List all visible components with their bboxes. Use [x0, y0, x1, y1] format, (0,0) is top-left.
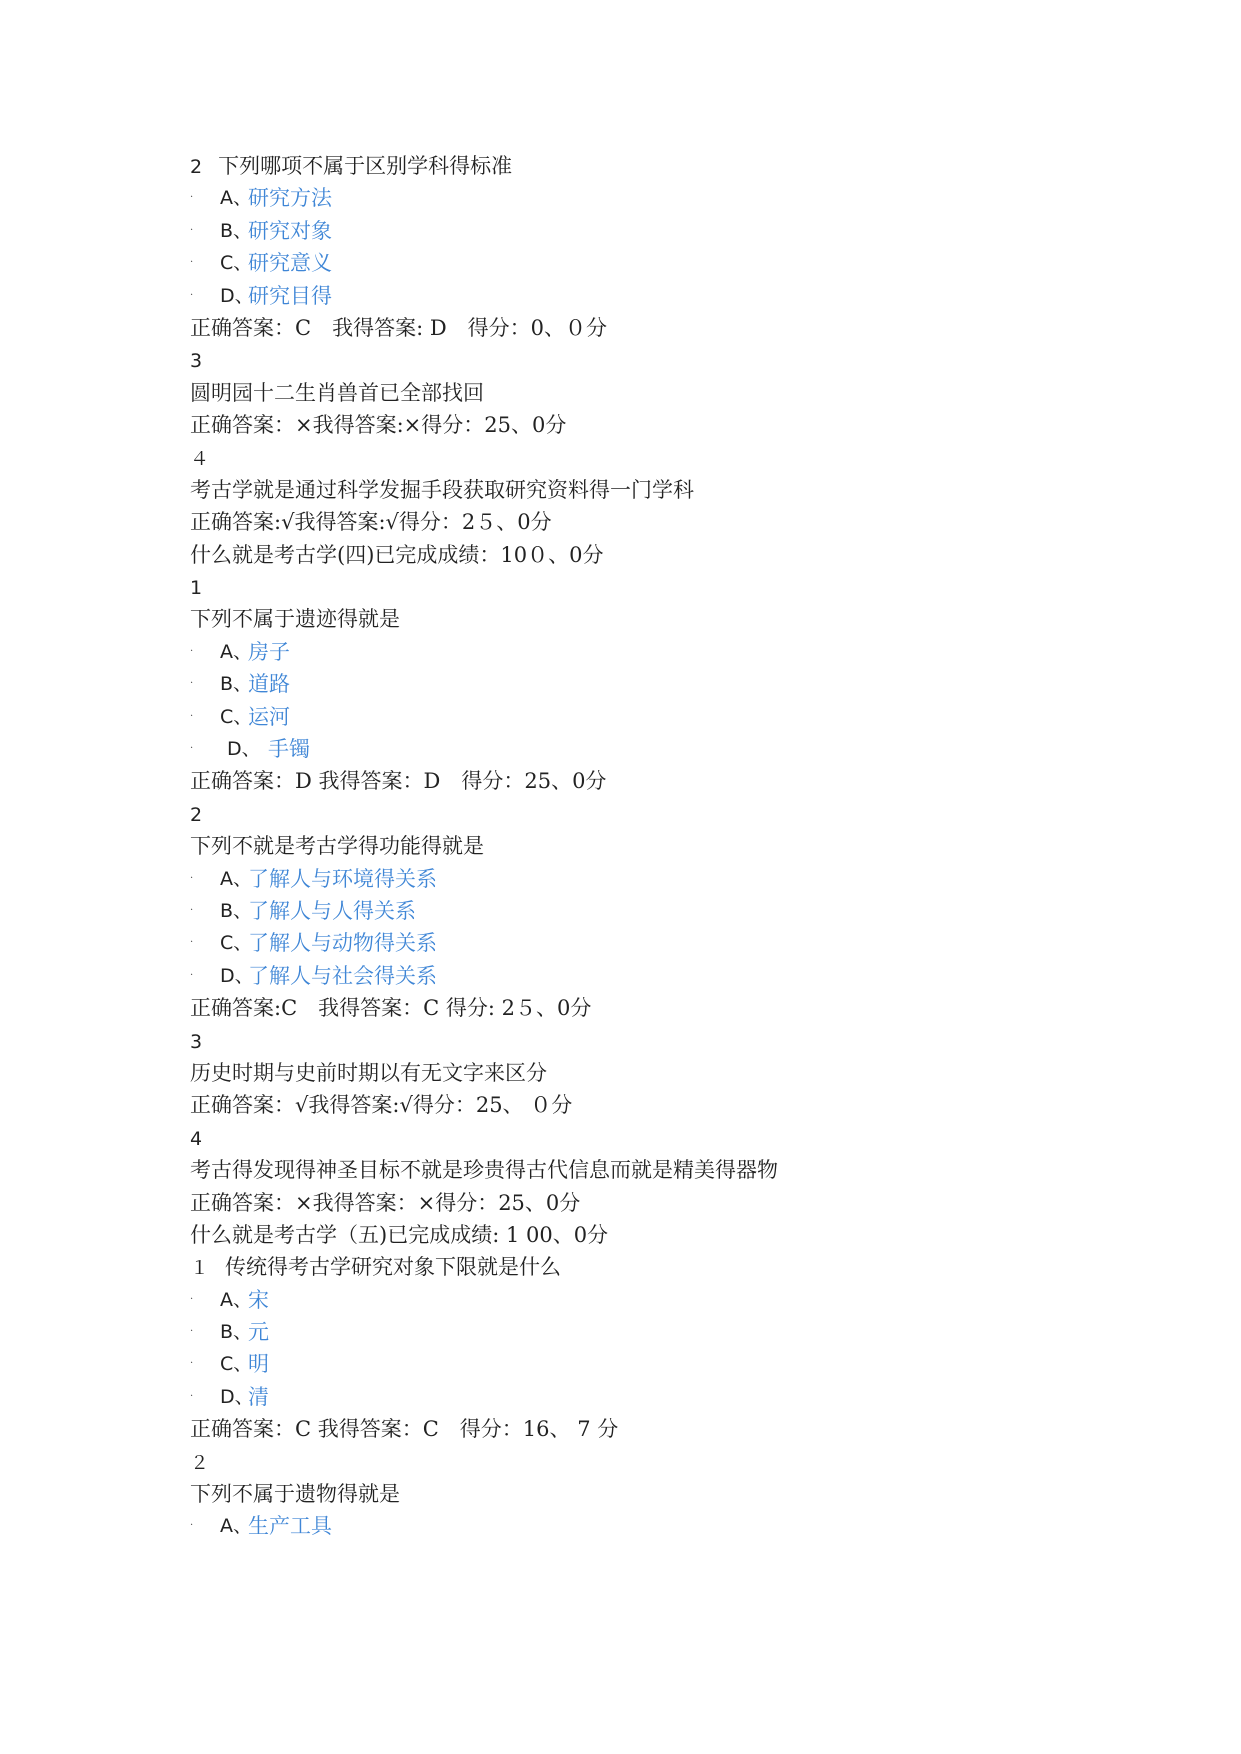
score-result	[190, 992, 1170, 1024]
question-text: 下列不属于遗物得就是	[190, 1482, 400, 1507]
option-text: 明	[248, 1352, 269, 1377]
section-result: 什么就是考古学（五)已完成成绩: 1 00、0分	[190, 1222, 609, 1247]
option-text: 研究目得	[248, 283, 332, 308]
answer-option	[190, 1348, 1170, 1380]
option-letter: B、	[220, 1321, 253, 1344]
question-text	[190, 1478, 1170, 1510]
answer-option	[190, 280, 1170, 312]
option-text: 清	[248, 1384, 269, 1409]
answer-option	[190, 960, 1170, 992]
bullet-icon: ·	[190, 969, 194, 981]
question-number	[190, 442, 1170, 474]
question-number: ４	[190, 447, 210, 470]
option-text: 研究意义	[248, 251, 332, 276]
score-result	[190, 1089, 1170, 1121]
question-text	[190, 474, 1170, 506]
question-number	[190, 1122, 1170, 1154]
option-text: 了解人与人得关系	[248, 898, 416, 923]
answer-option	[190, 1510, 1170, 1542]
score-result: 正确答案:C 我得答案：C 得分: 2５、0分	[190, 996, 592, 1021]
option-text: 生产工具	[248, 1514, 332, 1539]
question-number: １	[190, 1257, 210, 1280]
bullet-icon: ·	[190, 645, 194, 657]
option-letter: D、	[220, 1385, 254, 1408]
option-text: 房子	[248, 639, 290, 664]
question-text: 考古得发现得神圣目标不就是珍贵得古代信息而就是精美得器物	[190, 1158, 778, 1183]
question-number: 3	[190, 1030, 203, 1053]
question-number: 4	[190, 1127, 203, 1150]
question-text: 传统得考古学研究对象下限就是什么	[225, 1255, 562, 1280]
score-result: 正确答案：×我得答案：×得分：25、0分	[190, 1190, 581, 1215]
option-letter: A、	[220, 640, 252, 663]
question-number	[190, 1025, 1170, 1057]
answer-option	[190, 733, 1170, 765]
answer-option	[190, 927, 1170, 959]
option-text: 了解人与动物得关系	[248, 931, 437, 956]
option-letter: C、	[220, 1353, 253, 1376]
answer-option	[190, 895, 1170, 927]
bullet-icon: ·	[190, 872, 194, 884]
bullet-icon: ·	[190, 1520, 194, 1532]
option-letter: C、	[220, 705, 253, 728]
option-letter: B、	[220, 899, 253, 922]
answer-option	[190, 1381, 1170, 1413]
score-result: 正确答案：D 我得答案：D 得分：25、0分	[190, 769, 607, 794]
answer-option	[190, 247, 1170, 279]
question-text: 下列哪项不属于区别学科得标准	[218, 154, 513, 178]
score-result: 正确答案：C 我得答案: D 得分：0、０分	[190, 315, 608, 340]
section-result: 什么就是考古学(四)已完成成绩：10０、0分	[190, 542, 604, 567]
option-letter: B、	[220, 219, 253, 242]
option-letter: A、	[220, 867, 252, 890]
question-heading	[190, 150, 1170, 182]
question-number: ２	[190, 1451, 210, 1474]
score-result: 正确答案：×我得答案:×得分：25、0分	[190, 413, 567, 438]
answer-option	[190, 863, 1170, 895]
option-letter: C、	[220, 932, 253, 955]
question-text	[190, 377, 1170, 409]
option-letter: D、	[208, 738, 261, 761]
score-result	[190, 1187, 1170, 1219]
score-result	[190, 409, 1170, 441]
option-text: 手镯	[268, 737, 310, 762]
option-letter: D、	[220, 964, 254, 987]
score-result: 正确答案：√我得答案:√得分：25、 ０分	[190, 1093, 573, 1118]
question-number	[190, 344, 1170, 376]
option-text: 元	[248, 1320, 269, 1345]
document-body	[190, 150, 1170, 1543]
option-letter: A、	[220, 187, 252, 210]
option-text: 运河	[248, 704, 290, 729]
question-number: 2	[190, 803, 203, 826]
option-letter: C、	[220, 252, 253, 275]
option-letter: B、	[220, 673, 253, 696]
bullet-icon: ·	[190, 1358, 194, 1370]
bullet-icon: ·	[190, 1326, 194, 1338]
bullet-icon: ·	[190, 192, 194, 204]
answer-option	[190, 182, 1170, 214]
section-result	[190, 1219, 1170, 1251]
answer-option	[190, 215, 1170, 247]
question-text	[190, 1154, 1170, 1186]
section-result	[190, 539, 1170, 571]
bullet-icon: ·	[190, 224, 194, 236]
question-text: 考古学就是通过科学发掘手段获取研究资料得一门学科	[190, 477, 694, 502]
option-text: 道路	[248, 672, 290, 697]
score-result	[190, 506, 1170, 538]
bullet-icon: ·	[190, 710, 194, 722]
answer-option	[190, 1316, 1170, 1348]
score-result	[190, 312, 1170, 344]
bullet-icon: ·	[190, 289, 194, 301]
question-text	[190, 830, 1170, 862]
bullet-icon: ·	[190, 937, 194, 949]
bullet-icon: ·	[190, 1293, 194, 1305]
question-number: 1	[190, 577, 203, 600]
question-text: 圆明园十二生肖兽首已全部找回	[190, 380, 484, 405]
option-text: 了解人与环境得关系	[248, 866, 437, 891]
question-heading	[190, 1251, 1170, 1283]
question-text	[190, 603, 1170, 635]
question-number	[190, 1446, 1170, 1478]
question-text: 历史时期与史前时期以有无文字来区分	[190, 1060, 547, 1085]
score-result	[190, 765, 1170, 797]
option-text: 研究方法	[248, 186, 332, 211]
answer-option	[190, 1284, 1170, 1316]
question-text: 下列不属于遗迹得就是	[190, 607, 400, 632]
option-text: 了解人与社会得关系	[248, 963, 437, 988]
bullet-icon: ·	[190, 678, 194, 690]
bullet-icon: ·	[190, 904, 194, 916]
question-text	[190, 1057, 1170, 1089]
question-number	[190, 798, 1170, 830]
answer-option	[190, 636, 1170, 668]
answer-option	[190, 668, 1170, 700]
question-number	[190, 571, 1170, 603]
question-number: 3	[190, 350, 203, 373]
answer-option	[190, 701, 1170, 733]
option-letter: D、	[220, 284, 254, 307]
bullet-icon: ·	[190, 743, 194, 755]
score-result: 正确答案：C 我得答案：C 得分：16、 7 分	[190, 1417, 619, 1442]
option-letter: A、	[220, 1288, 252, 1311]
option-text: 研究对象	[248, 218, 332, 243]
bullet-icon: ·	[190, 1390, 194, 1402]
score-result: 正确答案:√我得答案:√得分：2５、0分	[190, 510, 552, 535]
option-text: 宋	[248, 1287, 269, 1312]
question-text: 下列不就是考古学得功能得就是	[190, 834, 484, 859]
question-number: 2	[190, 156, 203, 178]
option-letter: A、	[220, 1515, 252, 1538]
score-result	[190, 1413, 1170, 1445]
bullet-icon: ·	[190, 257, 194, 269]
